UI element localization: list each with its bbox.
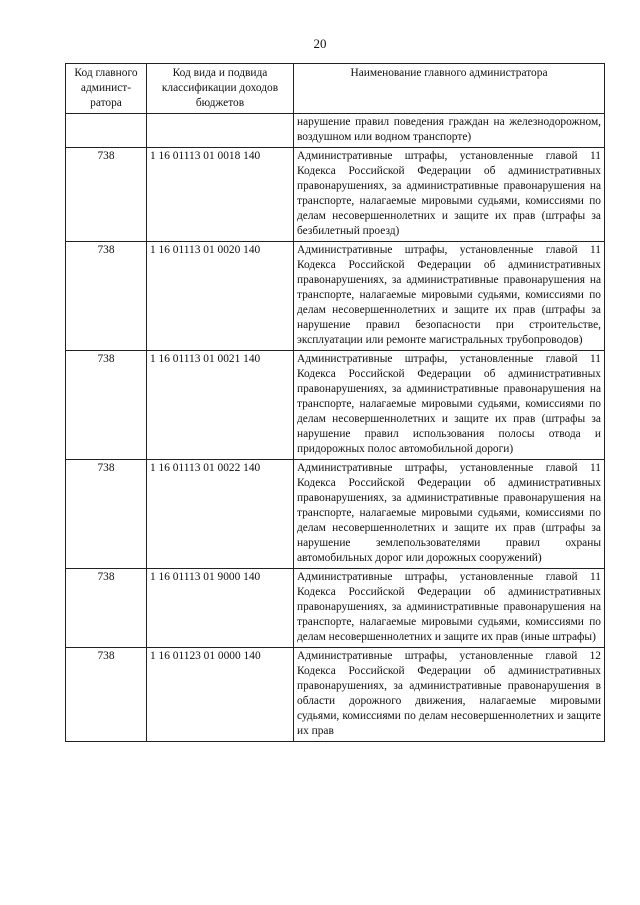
admin-name-cell: Административные штрафы, установленные главой 11 Кодекса Российской Федерации об административных правонарушениях, за административные правонарушения на транспорте, налагаемые мировыми судьями, комиссиями по делам несовершеннолетних и защите их прав (штрафы за нарушение правил безопасности при строительстве, эксплуатации или ремонте магистральных трубопроводов)	[294, 242, 605, 351]
income-code-cell: 1 16 01113 01 9000 140	[147, 569, 294, 648]
income-code-cell: 1 16 01113 01 0022 140	[147, 460, 294, 569]
table-row	[66, 569, 605, 648]
income-code-cell: 1 16 01123 01 0000 140	[147, 648, 294, 742]
header-income-code: Код вида и подвида классификации доходов бюджетов	[147, 64, 294, 114]
header-admin-name: Наименование главного администратора	[294, 64, 605, 114]
admin-code-cell	[66, 114, 147, 148]
admin-name-cell: Административные штрафы, установленные главой 12 Кодекса Российской Федерации об административных правонарушениях, за административные правонарушения в области дорожного движения, налагаемые мировыми судьями, комиссиями по делам несовершеннолетних и защите их прав	[294, 648, 605, 742]
admin-code-cell: 738	[66, 648, 147, 742]
income-code-cell	[147, 114, 294, 148]
admin-name-cell: Административные штрафы, установленные главой 11 Кодекса Российской Федерации об административных правонарушениях, за административные правонарушения на транспорте, налагаемые мировыми судьями, комиссиями по делам несовершеннолетних и защите их прав (иные штрафы)	[294, 569, 605, 648]
table-row	[66, 460, 605, 569]
admin-code-cell: 738	[66, 242, 147, 351]
admin-name-cell: Административные штрафы, установленные главой 11 Кодекса Российской Федерации об административных правонарушениях, за административные правонарушения на транспорте, налагаемые мировыми судьями, комиссиями по делам несовершеннолетних и защите их прав (штрафы за нарушение правил использования полосы отвода и придорожных полос автомобильной дороги)	[294, 351, 605, 460]
income-code-cell: 1 16 01113 01 0021 140	[147, 351, 294, 460]
admin-name-cell: Административные штрафы, установленные главой 11 Кодекса Российской Федерации об административных правонарушениях, за административные правонарушения на транспорте, налагаемые мировыми судьями, комиссиями по делам несовершеннолетних и защите их прав (штрафы за нарушение землепользователями правил охраны автомобильных дорог или дорожных сооружений)	[294, 460, 605, 569]
admin-code-cell: 738	[66, 569, 147, 648]
page-number: 20	[313, 36, 327, 51]
admin-code-cell: 738	[66, 148, 147, 242]
table-header-row	[66, 64, 605, 114]
income-administrators-table	[65, 63, 605, 742]
admin-name-cell: Административные штрафы, установленные главой 11 Кодекса Российской Федерации об административных правонарушениях, за административные правонарушения на транспорте, налагаемые мировыми судьями, комиссиями по делам несовершеннолетних и защите их прав (штрафы за безбилетный проезд)	[294, 148, 605, 242]
table-row	[66, 648, 605, 742]
income-code-cell: 1 16 01113 01 0018 140	[147, 148, 294, 242]
admin-code-cell: 738	[66, 460, 147, 569]
table-row	[66, 242, 605, 351]
header-admin-code: Код главного админист-ратора	[66, 64, 147, 114]
income-code-cell: 1 16 01113 01 0020 140	[147, 242, 294, 351]
table-row	[66, 351, 605, 460]
admin-name-cell: нарушение правил поведения граждан на железнодорожном, воздушном или водном транспорте)	[294, 114, 605, 148]
table-row	[66, 114, 605, 148]
admin-code-cell: 738	[66, 351, 147, 460]
table-row	[66, 148, 605, 242]
